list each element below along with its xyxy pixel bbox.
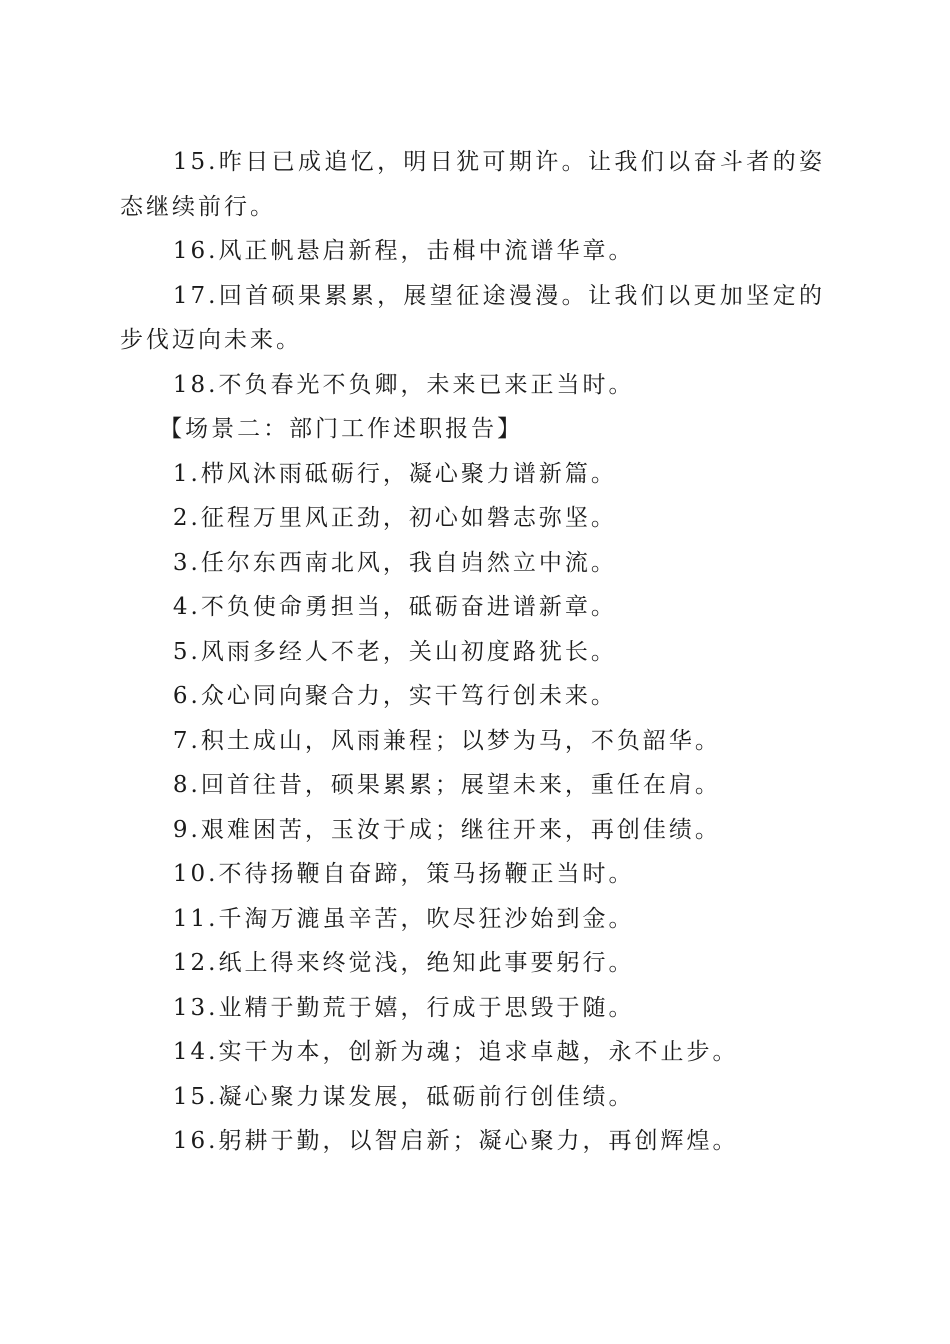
list-item: 14.实干为本，创新为魂；追求卓越，永不止步。: [172, 1039, 739, 1065]
list-item: 10.不待扬鞭自奋蹄，策马扬鞭正当时。: [172, 861, 635, 887]
list-item: 6.众心同向聚合力，实干笃行创未来。: [172, 683, 617, 709]
list-item: 2.征程万里风正劲，初心如磐志弥坚。: [172, 505, 617, 531]
list-item: 16.风正帆悬启新程，击楫中流谱华章。: [172, 238, 635, 264]
list-item: 9.艰难困苦，玉汝于成；继往开来，再创佳绩。: [172, 816, 721, 843]
list-item: 17.回首硕果累累，展望征途漫漫。让我们以更加坚定的步伐迈向未来。: [120, 282, 825, 353]
list-item: 4.不负使命勇担当，砥砺奋进谱新章。: [172, 594, 617, 620]
list-item: 15.昨日已成追忆，明日犹可期许。让我们以奋斗者的姿态继续前行。: [120, 149, 825, 220]
document-body: [120, 140, 825, 1164]
list-item: 3.任尔东西南北风，我自岿然立中流。: [172, 549, 617, 576]
list-item: 5.风雨多经人不老，关山初度路犹长。: [172, 638, 617, 665]
list-item: 8.回首往昔，硕果累累；展望未来，重任在肩。: [172, 772, 721, 798]
list-item: 16.躬耕于勤，以智启新；凝心聚力，再创辉煌。: [172, 1128, 739, 1154]
list-item: 1.栉风沐雨砥砺行，凝心聚力谱新篇。: [172, 460, 617, 487]
list-item: 11.千淘万漉虽辛苦，吹尽狂沙始到金。: [172, 905, 635, 932]
section-heading: 【场景二：部门工作述职报告】: [159, 416, 524, 442]
list-item: 13.业精于勤荒于嬉，行成于思毁于随。: [172, 994, 635, 1021]
list-item: 15.凝心聚力谋发展，砥砺前行创佳绩。: [172, 1083, 635, 1110]
list-item: 12.纸上得来终觉浅，绝知此事要躬行。: [172, 950, 635, 976]
list-item: 7.积土成山，风雨兼程；以梦为马，不负韶华。: [172, 727, 721, 754]
list-item: 18.不负春光不负卿，未来已来正当时。: [172, 371, 635, 398]
